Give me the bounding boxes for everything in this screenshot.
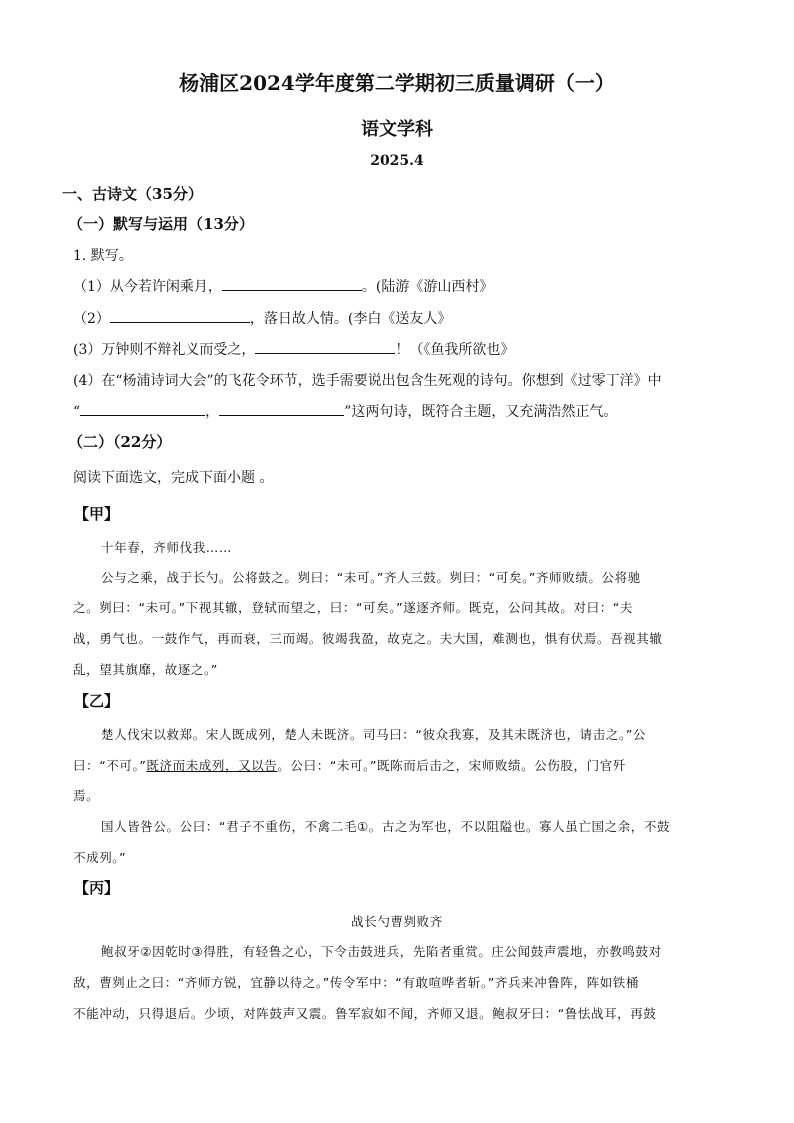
passage-line: 楚人伐宋以救郑。宋人既成列，楚人未既济。司马曰：“彼众我寡，及其未既济也，请击之。”公 [101, 727, 647, 742]
page-title: 杨浦区2024学年度第二学期初三质量调研（一） [179, 71, 615, 95]
passage-line: 不能冲动，只得退后。少顷，对阵鼓声又震。鲁军寂如不闻，齐师又退。鲍叔牙曰：“鲁怯战耳，再鼓 [73, 1006, 657, 1021]
question-line [73, 339, 514, 359]
question-text: ！（《鱼我所欲也》 [395, 342, 515, 358]
question-text: ，落日故人情。(李白《送友人》 [249, 311, 452, 327]
question-text: （1）从今若许闲乘月， [73, 279, 222, 295]
passage-line: 不成列。” [73, 850, 127, 865]
quote-mark: “ [73, 404, 81, 420]
question-line: (4）在“杨浦诗词大会”的飞花令环节，选手需要说出包含生死观的诗句。你想到《过零丁洋》中 [73, 373, 662, 389]
passage-text: 。公曰：“未可。”既陈而后击之，宋师败绩。公伤股，门官歼 [277, 758, 626, 773]
answer-blank[interactable] [255, 352, 395, 354]
passage-tag-bing: 【丙】 [74, 879, 120, 897]
passage-tag-yi: 【乙】 [74, 692, 120, 710]
question-text: （2） [73, 311, 110, 327]
passage-line: 公与之乘，战于长勺。公将鼓之。刿曰：“未可。”齐人三鼓。刿曰：“可矣。”齐师败绩。公将驰 [101, 570, 641, 585]
passage-line: 国人皆咎公。公曰：“君子不重伤，不禽二毛①。古之为军也，不以阻隘也。寡人虽亡国之余，不鼓 [101, 819, 671, 834]
answer-blank[interactable] [110, 321, 250, 323]
passage-line: 战，勇气也。一鼓作气，再而衰，三而竭。彼竭我盈，故克之。夫大国，难测也，惧有伏焉。吾视其辙 [73, 631, 663, 646]
answer-blank[interactable] [80, 414, 205, 416]
passage-line: 乱，望其旗靡，故逐之。” [73, 662, 218, 677]
passage-line: 焉。 [73, 788, 100, 803]
question-text: ”这两句诗，既符合主题，又充满浩然正气。 [344, 404, 618, 420]
question-text: 。(陆游《游山西村》 [361, 279, 494, 295]
instruction-text: 阅读下面选文，完成下面小题 。 [73, 470, 274, 486]
passage-text: 曰：“不可。” [73, 758, 147, 773]
part-heading: （一）默写与运用（13分） [68, 215, 254, 233]
question-line [73, 401, 617, 421]
subject-title: 语文学科 [361, 119, 433, 140]
section-heading: 一、古诗文（35分） [62, 185, 203, 203]
question-label: 1. 默写。 [73, 248, 133, 264]
question-line [73, 276, 493, 296]
passage-line: 十年春，齐师伐我…… [101, 540, 233, 555]
question-line [73, 308, 451, 328]
passage-title: 战长勺曹刿败齐 [351, 914, 443, 929]
passage-line: 敌，曹刿止之曰：“齐师方锐，宜静以待之。”传令军中：“有敢喧哗者斩。”齐兵来冲鲁阵，阵如铁桶 [73, 975, 640, 990]
comma: ， [205, 404, 220, 420]
passage-line: 之。刿曰：“未可。”下视其辙，登轼而望之，曰：“可矣。”遂逐齐师。既克，公问其故。对曰：“夫 [73, 600, 633, 615]
passage-line [73, 756, 626, 774]
answer-blank[interactable] [222, 289, 362, 291]
part-heading: （二）（22分） [68, 433, 172, 451]
underlined-sentence: 既济而未成列，又以告 [146, 758, 278, 773]
passage-line: 鲍叔牙②因乾时③得胜，有轻鲁之心，下令击鼓进兵，先陷者重赏。庄公闻鼓声震地，亦教鸣鼓对 [101, 944, 662, 959]
question-text: (3）万钟则不辩礼义而受之， [73, 342, 256, 358]
answer-blank[interactable] [219, 414, 344, 416]
exam-date: 2025.4 [370, 153, 424, 169]
passage-tag-jia: 【甲】 [74, 505, 120, 523]
